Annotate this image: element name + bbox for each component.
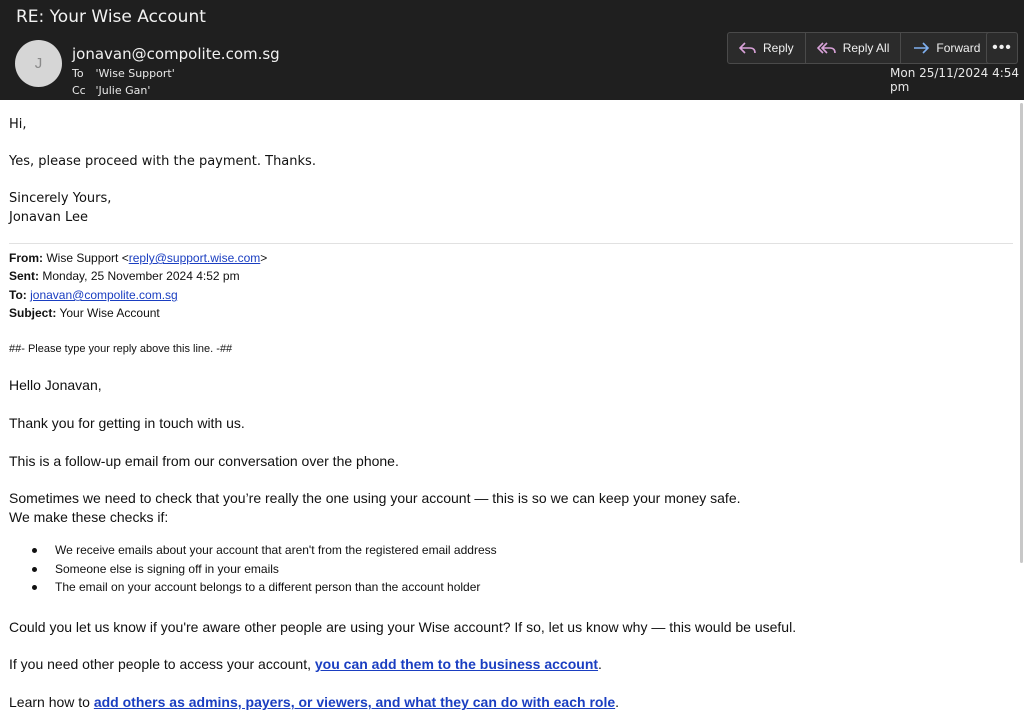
quoted-from [9,251,267,265]
quoted-subject-label: Subject: [9,306,57,320]
quoted-sent [9,269,240,283]
learn-line [9,694,619,710]
scrollbar-thumb[interactable] [1020,103,1023,563]
question-line: Could you let us know if you're aware other people are using your Wise account? If so, let us know why — this would be useful. [9,619,797,635]
sender-avatar[interactable]: J [15,40,62,87]
quoted-subject [9,306,160,320]
message-date: Mon 25/11/2024 4:54 pm [890,66,1020,94]
reply-signoff: Sincerely Yours, [9,191,112,206]
check-list [9,543,497,599]
learn-pre: Learn how to [9,694,94,710]
reply-all-label: Reply All [842,41,890,55]
forward-icon [912,41,930,55]
to-recipient[interactable]: 'Wise Support' [95,67,175,80]
quoted-subject-value: Your Wise Account [59,306,160,320]
check-line-2: We make these checks if: [9,509,169,525]
roles-link[interactable]: add others as admins, payers, or viewers, and what they can do with each role [93,694,616,710]
list-item: Someone else is signing off in your emails [55,562,497,581]
reply-icon [739,41,757,55]
quote-divider [9,243,1013,244]
reply-button[interactable] [728,33,806,63]
list-item: We receive emails about your account that aren't from the registered email address [55,543,497,562]
reply-line: Yes, please proceed with the payment. Thanks. [9,154,316,169]
message-subject: RE: Your Wise Account [16,7,206,27]
cc-recipient[interactable]: 'Julie Gan' [95,84,151,97]
from-name: Wise Support < [46,251,129,265]
list-item: The email on your account belongs to a different person than the account holder [55,580,497,599]
followup-line: This is a follow-up email from our conversation over the phone. [9,453,399,469]
reply-label: Reply [763,41,794,55]
from-email-link[interactable]: reply@support.wise.com [128,251,261,265]
to-label: To [72,67,84,80]
quoted-to-label: To: [9,288,27,302]
reply-all-button[interactable] [806,33,902,63]
message-header [0,0,1024,100]
quoted-to-link[interactable]: jonavan@compolite.com.sg [30,288,178,302]
access-post: . [598,656,602,672]
sender-address[interactable]: jonavan@compolite.com.sg [72,45,280,63]
reply-greeting: Hi, [9,117,27,132]
cc-label: Cc [72,84,86,97]
learn-post: . [615,694,620,710]
message-actions [727,32,992,64]
hello-line: Hello Jonavan, [9,377,102,393]
reply-name: Jonavan Lee [9,210,89,225]
to-line [72,67,175,80]
cc-line [72,84,150,97]
forward-label: Forward [936,41,981,55]
quoted-to [9,288,178,302]
check-line-1: Sometimes we need to check that you’re really the one using your account — this is so we can keep your money safe. [9,490,741,506]
sent-value: Monday, 25 November 2024 4:52 pm [42,269,240,283]
sent-label: Sent: [9,269,39,283]
forward-button[interactable] [901,33,991,63]
reply-all-icon [817,41,837,55]
from-close: > [260,251,268,265]
add-business-account-link[interactable]: you can add them to the business account [314,656,599,672]
from-label: From: [9,251,43,265]
reply-marker: ##- Please type your reply above this line. -## [9,343,233,355]
thanks-line: Thank you for getting in touch with us. [9,415,245,431]
more-options-button[interactable]: ••• [986,32,1018,64]
access-line [9,656,602,672]
access-pre: If you need other people to access your account, [9,656,315,672]
